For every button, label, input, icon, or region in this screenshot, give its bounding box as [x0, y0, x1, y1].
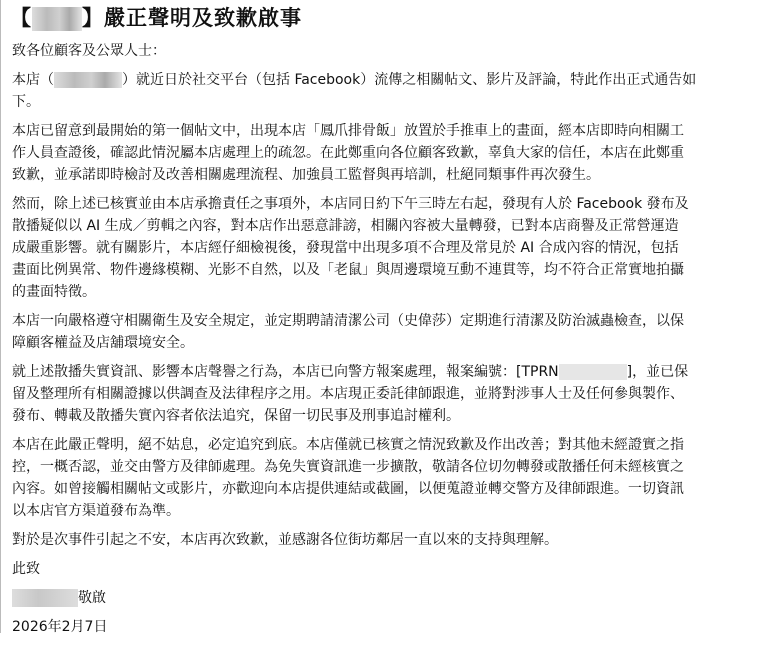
- police-line-prefix: 就上述散播失實資訊、影響本店聲譽之行為，本店已向警方報案處理，報案編號：[TPRN: [12, 364, 559, 380]
- paragraph: [12, 529, 752, 551]
- paragraph-line: 本店一向嚴格遵守相關衛生及安全規定，並定期聘請清潔公司（史偉莎）定期進行清潔及防治滅蟲檢查，以保: [12, 313, 684, 329]
- paragraph-line: 散播疑似以 AI 生成／剪輯之內容，對本店作出惡意誹謗，相關內容被大量轉發，已對本店商譽及正常營運造: [12, 218, 679, 234]
- date: 2026年2月7日: [12, 619, 108, 635]
- redacted-report-number: [559, 364, 627, 380]
- paragraph-line: [12, 69, 752, 91]
- signature-suffix: 敬啟: [78, 590, 106, 606]
- paragraph-line: 留及整理所有相關證據以供調查及法律程序之用。本店現正委託律師跟進，並將對涉事人士及任何參與製作、: [12, 386, 684, 402]
- paragraph-line: 對於是次事件引起之不安，本店再次致歉，並感謝各位街坊鄰居一直以來的支持與理解。: [12, 532, 558, 548]
- paragraph-line: 致歉，並承諾即時檢討及改善相關處理流程、加強員工監督與再培訓，杜絕同類事件再次發生。: [12, 167, 600, 183]
- paragraph-line: 作人員查證後，確認此情況屬本店處理上的疏忽。在此鄭重向各位顧客致歉，辜負大家的信任，本店在此鄭重: [12, 145, 684, 161]
- paragraph-line: 本店已留意到最開始的第一個帖文中，出現本店「鳳爪排骨飯」放置於手推車上的畫面，經本店即時向相關工: [12, 123, 684, 139]
- paragraph-line: 成嚴重影響。就有關影片，本店經仔細檢視後，發現當中出現多項不合理及常見於 AI 合成內容的情況，包括: [12, 240, 679, 256]
- redacted-shop-name: [32, 7, 82, 31]
- paragraph-line: 畫面比例異常、物件邊緣模糊、光影不自然，以及「老鼠」與周邊環境互動不連貫等，均不符合正常實地拍攝: [12, 262, 684, 278]
- signature: [12, 587, 752, 609]
- title-bracket: 【: [10, 6, 32, 30]
- paragraph-line: 發布、轉載及散播失實內容者依法追究，保留一切民事及刑事追討權利。: [12, 408, 460, 424]
- paragraph-line: 的畫面特徵。: [12, 284, 96, 300]
- paragraph-line: 內容。如曾接觸相關帖文或影片，亦歡迎向本店提供連結或截圖，以便蒐證並轉交警方及律師跟進。一切資訊: [12, 481, 684, 497]
- paragraph: [12, 193, 752, 303]
- body-paragraphs: [12, 120, 752, 354]
- title-text: 】嚴正聲明及致歉啟事: [82, 6, 302, 30]
- paragraph-line: 下。: [12, 94, 40, 110]
- page-title: [10, 4, 302, 32]
- paragraph: [12, 120, 752, 186]
- paragraph-line: 然而，除上述已核實並由本店承擔責任之事項外，本店同日約下午三時左右起，發現有人於 Facebook 發布及: [12, 196, 689, 212]
- closing-paragraphs: [12, 434, 752, 551]
- greeting: 致各位顧客及公眾人士：: [12, 43, 166, 59]
- police-line-suffix: ]，並已保: [626, 364, 689, 380]
- statement-body: [12, 40, 752, 645]
- intro-prefix: 本店（: [12, 72, 54, 88]
- paragraph: [12, 434, 752, 522]
- paragraph-line: 以本店官方渠道發布為準。: [12, 503, 180, 519]
- intro-line: ）就近日於社交平台（包括 Facebook）流傳之相關帖文、影片及評論，特此作出正式通告如: [122, 72, 697, 88]
- paragraph-line: [12, 361, 752, 383]
- paragraph-line: 控，一概否認，並交由警方及律師處理。為免失實資訊進一步擴散，敬請各位切勿轉發或散播任何未經核實之: [12, 459, 684, 475]
- paragraph-line: 障顧客權益及店舖環境安全。: [12, 335, 194, 351]
- police-report-paragraph: [12, 361, 752, 427]
- paragraph: [12, 310, 752, 354]
- redacted-shop-name: [54, 72, 122, 88]
- sign-off: 此致: [12, 561, 40, 577]
- intro-paragraph: [12, 69, 752, 113]
- paragraph-line: 本店在此嚴正聲明，絕不姑息，必定追究到底。本店僅就已核實之情況致歉及作出改善；對其他未經證實之指: [12, 437, 684, 453]
- redacted-signature: [12, 589, 78, 607]
